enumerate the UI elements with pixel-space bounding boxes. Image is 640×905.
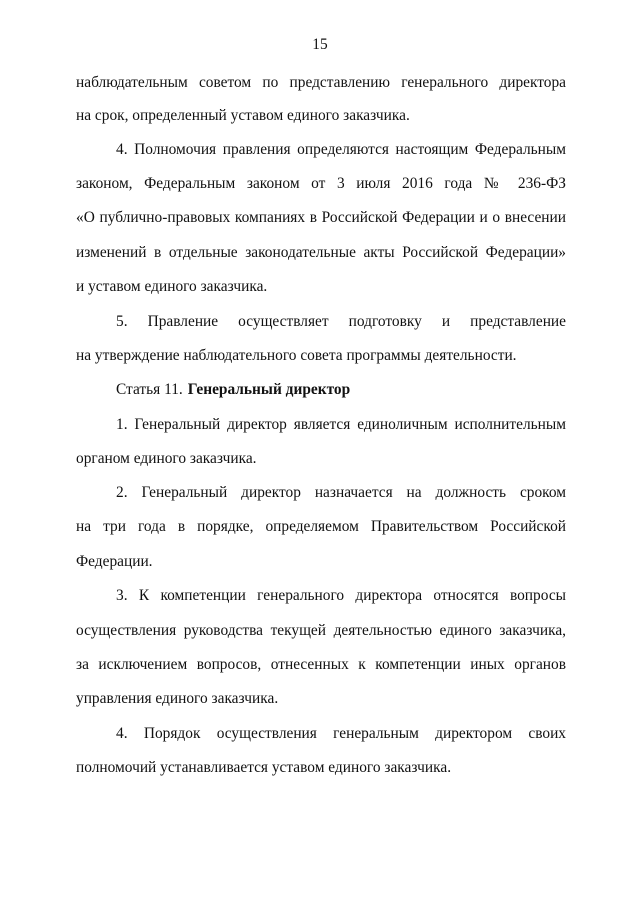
paragraph-line: 1. Генеральный директор является единоличным исполнительным [116,416,566,433]
paragraph-line: 4. Полномочия правления определяются настоящим Федеральным [116,141,566,158]
paragraph-line: наблюдательным советом по представлению генерального директора [76,74,566,91]
paragraph-line: 2. Генеральный директор назначается на должность сроком [116,484,566,501]
page-number: 15 [312,36,328,53]
paragraph-line: органом единого заказчика. [76,450,257,467]
paragraph-line: 3. К компетенции генерального директора относятся вопросы [116,587,566,604]
paragraph-line: 5. Правление осуществляет подготовку и представление [116,313,566,330]
paragraph-line: законом, Федеральным законом от 3 июля 2016 года № 236-ФЗ [76,175,566,192]
article-heading [116,380,566,400]
paragraph-line: на срок, определенный уставом единого заказчика. [76,107,410,124]
paragraph-line: полномочий устанавливается уставом единого заказчика. [76,759,452,776]
paragraph-line: на утверждение наблюдательного совета программы деятельности. [76,347,517,364]
paragraph-line: и уставом единого заказчика. [76,278,268,295]
paragraph-line: изменений в отдельные законодательные акты Российской Федерации» [76,244,566,261]
article-number: Статья 11. [116,381,183,398]
paragraph-line: управления единого заказчика. [76,690,279,707]
paragraph-line: 4. Порядок осуществления генеральным директором своих [116,725,566,742]
paragraph-line: на три года в порядке, определяемом Правительством Российской [76,518,566,535]
paragraph-line: за исключением вопросов, отнесенных к компетенции иных органов [76,656,566,673]
paragraph-line: осуществления руководства текущей деятельностью единого заказчика, [76,622,566,639]
paragraph-line: «О публично-правовых компаниях в Российской Федерации и о внесении [76,209,566,226]
article-title: Генеральный директор [187,381,351,398]
paragraph-line: Федерации. [76,553,153,570]
